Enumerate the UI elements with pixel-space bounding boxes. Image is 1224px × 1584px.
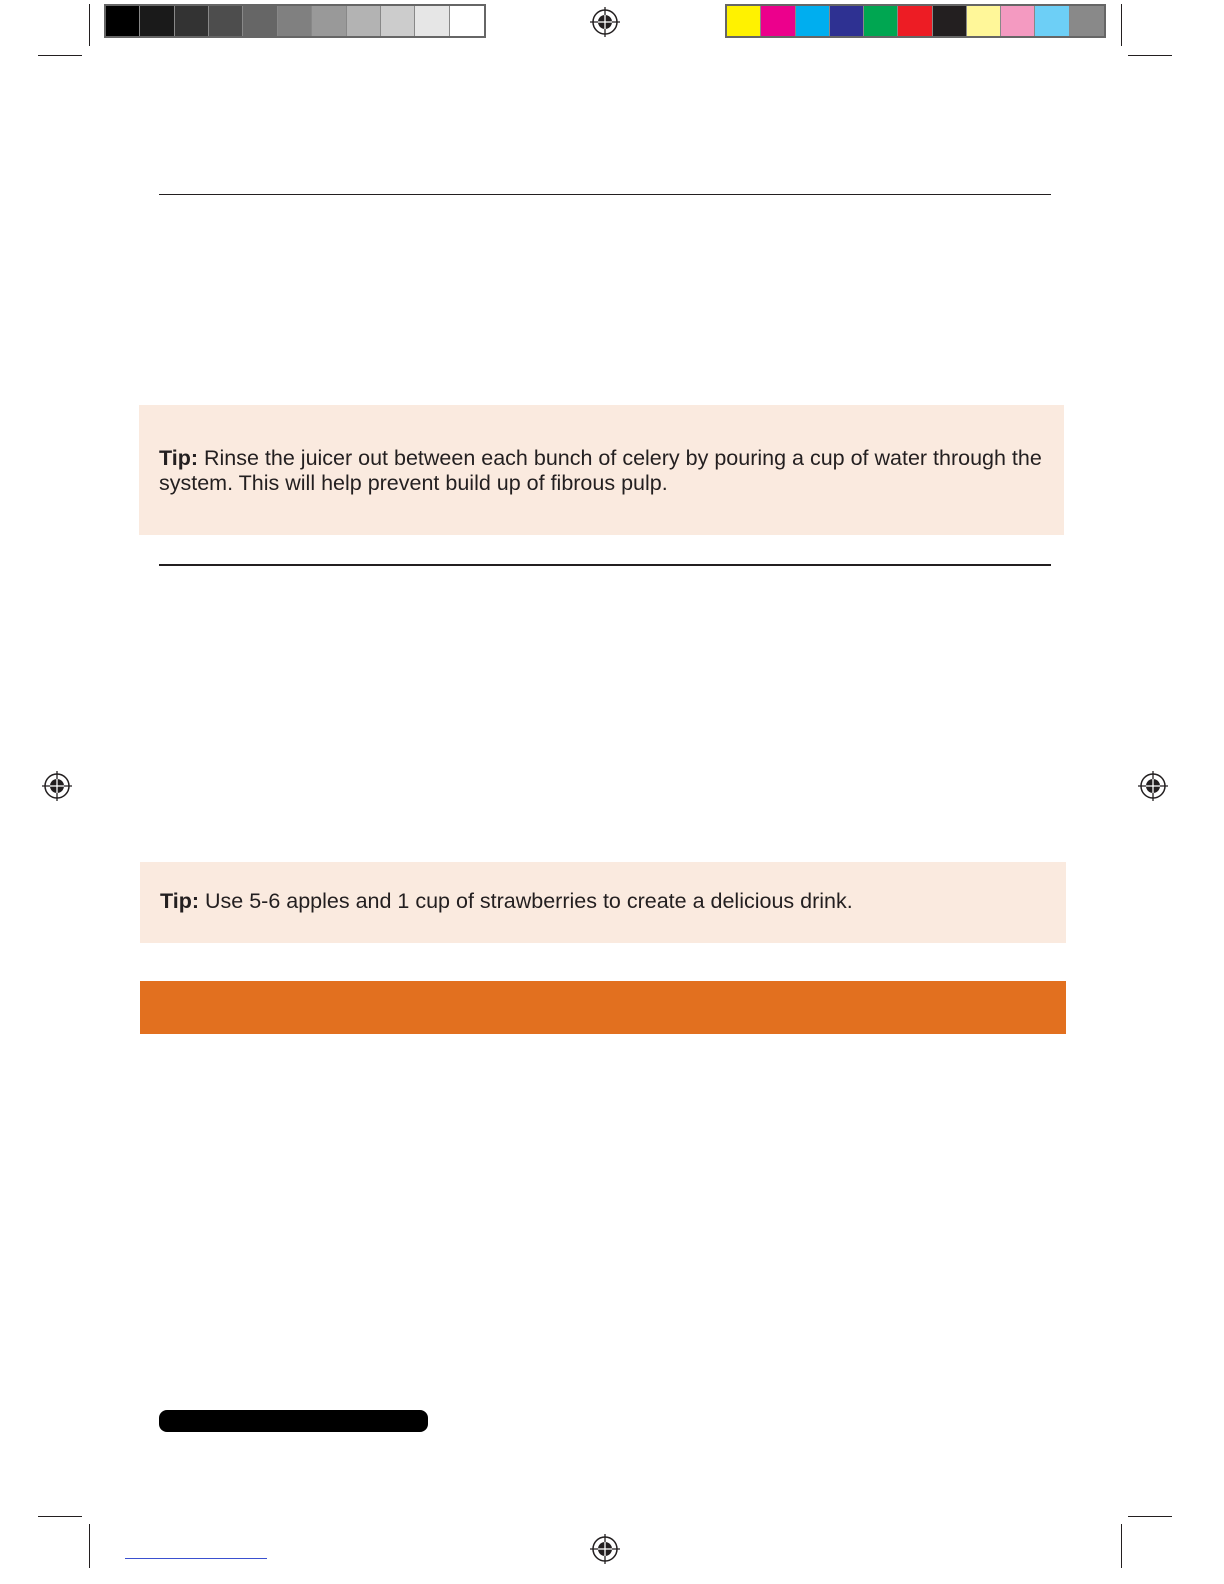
color-swatch-9: [1001, 6, 1035, 36]
process-color-bar: [725, 4, 1106, 38]
crop-mark-bottom-left-h: [38, 1516, 82, 1517]
color-swatch-11: [1070, 6, 1104, 36]
gray-swatch-6: [278, 6, 312, 36]
crop-mark-top-left-h: [38, 55, 82, 56]
crop-mark-bottom-right-v: [1121, 1524, 1122, 1568]
crop-mark-bottom-left-v: [89, 1524, 90, 1568]
gray-swatch-7: [312, 6, 346, 36]
crop-mark-bottom-right-h: [1128, 1516, 1172, 1517]
gray-swatch-5: [243, 6, 277, 36]
gray-swatch-10: [415, 6, 449, 36]
section-header-band: [140, 981, 1066, 1034]
gray-swatch-2: [140, 6, 174, 36]
tip-label: Tip:: [159, 446, 199, 470]
tip-label: Tip:: [160, 889, 200, 913]
tip-text: Use 5-6 apples and 1 cup of strawberries to create a delicious drink.: [199, 889, 853, 913]
tip-text: Rinse the juicer out between each bunch of celery by pouring a cup of water through the system. This will help prevent build up of fibrous pulp.: [159, 446, 1042, 495]
redacted-bar: [159, 1410, 428, 1432]
color-swatch-6: [898, 6, 932, 36]
middle-divider: [159, 564, 1051, 566]
tip-box-celery: [139, 405, 1064, 535]
crop-mark-top-left-v: [89, 4, 90, 46]
color-swatch-4: [830, 6, 864, 36]
color-swatch-7: [933, 6, 967, 36]
color-swatch-1: [727, 6, 761, 36]
gray-swatch-4: [209, 6, 243, 36]
registration-mark-bottom-icon: [590, 1534, 620, 1564]
gray-swatch-1: [106, 6, 140, 36]
color-swatch-3: [796, 6, 830, 36]
crop-mark-top-right-h: [1128, 55, 1172, 56]
gray-swatch-11: [450, 6, 484, 36]
top-divider: [159, 194, 1051, 195]
crop-mark-top-right-v: [1121, 4, 1122, 46]
registration-mark-left-icon: [42, 771, 72, 801]
color-swatch-5: [864, 6, 898, 36]
grayscale-color-bar: [104, 4, 486, 38]
bottom-left-line: [125, 1558, 267, 1559]
gray-swatch-8: [347, 6, 381, 36]
gray-swatch-9: [381, 6, 415, 36]
color-swatch-8: [967, 6, 1001, 36]
color-swatch-2: [761, 6, 795, 36]
gray-swatch-3: [175, 6, 209, 36]
registration-mark-right-icon: [1138, 771, 1168, 801]
tip-box-apples: [140, 862, 1066, 943]
color-swatch-10: [1035, 6, 1069, 36]
registration-mark-top-icon: [590, 7, 620, 37]
